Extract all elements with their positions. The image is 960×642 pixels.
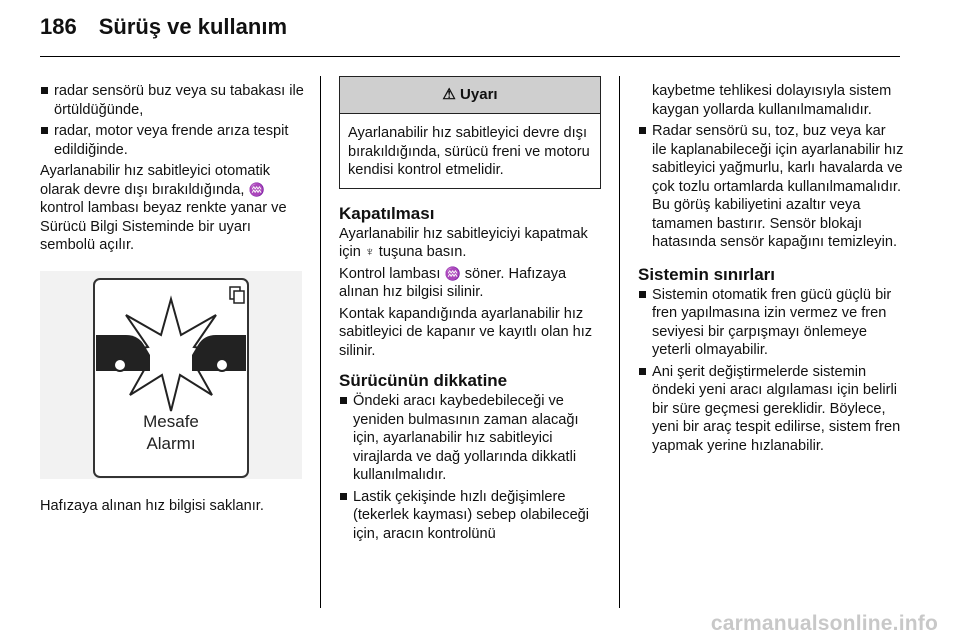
paragraph bbox=[339, 265, 601, 302]
warning-title: Uyarı bbox=[460, 86, 498, 103]
page-header bbox=[40, 14, 287, 40]
list-item: radar, motor veya frende arıza tespit edildiğinde. bbox=[40, 122, 306, 159]
list-item: Öndeki aracı kaybedebileceği ve yeniden bulmasının zaman alacağı için, ayarlanabilir hız sabitleyici virajlarda ve dağ yollarında dikkatli kullanılmalıdır. bbox=[339, 392, 601, 485]
paragraph bbox=[40, 162, 306, 255]
page-title: Sürüş ve kullanım bbox=[98, 14, 288, 39]
column-divider-1 bbox=[320, 76, 321, 608]
paragraph-text: Ayarlanabilir hız sabitleyiciyi kapatmak için bbox=[339, 225, 588, 260]
cancel-switch-icon: ♆ bbox=[364, 244, 375, 259]
list-item: radar sensörü buz veya su tabakası ile örtüldüğünde, bbox=[40, 82, 306, 119]
list-item: Sistemin otomatik fren gücü güçlü bir fren yapılmasına izin vermez ve fren seviyesi bir çarpışmayı önlemeye yeterli olmayabilir. bbox=[638, 286, 904, 360]
cruise-control-lamp-icon: ♒ bbox=[444, 265, 461, 281]
figure-label-1: Mesafe bbox=[143, 411, 199, 431]
list-item: Ani şerit değiştirmelerde sistemin öndeki yeni aracı algılaması için belirli bir süre geçmesi gereklidir. Böylece, yeni bir araç tespit edilirse, sistem fren yapmak yerine hızlanabilir. bbox=[638, 363, 904, 456]
paragraph-text: tuşuna basın. bbox=[378, 244, 467, 260]
watermark: carmanualsonline.info bbox=[710, 612, 938, 635]
warning-text: Ayarlanabilir hız sabitleyici devre dışı bırakıldığında, sürücü freni ve motoru kendisi kontrol etmelidir. bbox=[348, 125, 590, 178]
list-item: Radar sensörü su, toz, buz veya kar ile kaplanabileceği için ayarlanabilir hız sabitleyici yağmurlu, karlı havalarda ve çok tozlu ortamlarda kullanılmamalıdır. Bu görüş kabiliyetini azaltır veya tamamen bastırır. Sensör blokajı hatasında sensör kapağını temizleyin. bbox=[638, 122, 904, 252]
paragraph-text: söner. Hafızaya alınan hız bilgisi silinir. bbox=[339, 265, 567, 300]
warning-triangle-icon: ⚠ bbox=[442, 86, 456, 103]
section-heading: Sürücünün dikkatine bbox=[339, 371, 508, 390]
figure-label-2: Alarmı bbox=[146, 433, 196, 453]
page-number: 186 bbox=[40, 14, 77, 39]
section-heading: Kapatılması bbox=[339, 203, 435, 223]
paragraph-text: kontrol lambası beyaz renkte yanar ve Sürücü Bilgi Sisteminde bir uyarı sembolü açılır. bbox=[40, 200, 287, 253]
paragraph: Kontak kapandığında ayarlanabilir hız sabitleyici de kapanır ve kayıtlı olan hız silinir. bbox=[339, 305, 593, 359]
paragraph-text: Ayarlanabilir hız sabitleyici otomatik olarak devre dışı bırakıldığında, bbox=[40, 163, 271, 198]
column-2 bbox=[339, 76, 601, 546]
caption: Hafızaya alınan hız bilgisi saklanır. bbox=[40, 497, 264, 514]
cruise-control-lamp-icon: ♒ bbox=[248, 181, 265, 197]
column-3 bbox=[638, 82, 904, 458]
paragraph bbox=[339, 225, 601, 262]
list-item: Lastik çekişinde hızlı değişimlere (tekerlek kayması) sebep olabileceği için, aracın kontrolünü bbox=[339, 488, 601, 544]
column-1 bbox=[40, 82, 306, 518]
paragraph-text: Kontrol lambası bbox=[339, 265, 441, 282]
header-divider bbox=[40, 56, 900, 57]
distance-alarm-figure bbox=[40, 271, 302, 479]
warning-box bbox=[339, 76, 601, 189]
column-divider-2 bbox=[619, 76, 620, 608]
warning-header bbox=[340, 77, 600, 114]
paragraph: kaybetme tehlikesi dolayısıyla sistem kaygan yollarda kullanılmamalıdır. bbox=[652, 83, 892, 118]
section-heading: Sistemin sınırları bbox=[638, 264, 775, 284]
